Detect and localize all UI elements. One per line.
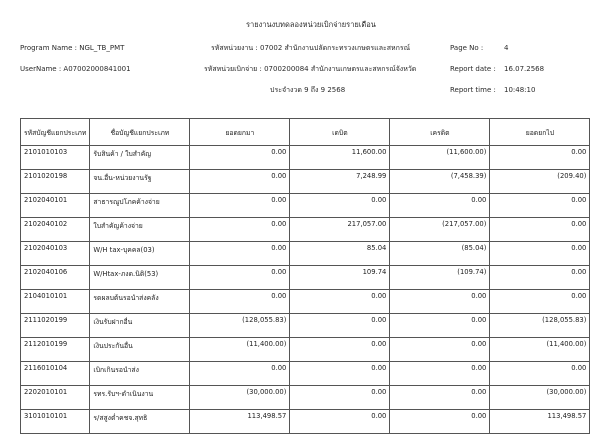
table-row [21,410,590,434]
account-code-cell: 2102040106 [21,266,83,290]
opening-balance-cell: (128,055.83) [190,314,290,338]
report-date-label: Report date : [450,65,496,73]
account-name-cell: รดผลบต้นรอนำส่งคลัง [90,290,190,314]
account-code-cell: 2116010104 [21,362,83,386]
closing-balance-cell: (128,055.83) [490,314,590,338]
account-name-cell: เบิกเกินรอนำส่ง [90,362,190,386]
credit-cell: (11,600.00) [390,146,490,170]
column-gap [83,194,90,218]
opening-balance-cell: 0.00 [190,362,290,386]
table-row [21,314,590,338]
credit-cell: 0.00 [390,386,490,410]
debit-cell: 0.00 [290,410,390,434]
opening-balance-cell: 113,498.57 [190,410,290,434]
account-code-cell: 2102040103 [21,242,83,266]
closing-balance-cell: 0.00 [490,290,590,314]
table-row [21,338,590,362]
opening-balance-cell: 0.00 [190,146,290,170]
column-gap [83,242,90,266]
disbursing-unit-line: รหัสหน่วยเบิกจ่าย : 0700200084 สำนักงานเกษตรและสหกรณ์จังหวัด [204,65,417,73]
debit-cell: 7,248.99 [290,170,390,194]
table-row [21,170,590,194]
debit-cell: 85.04 [290,242,390,266]
col-header-opening-balance: ยอดยกมา [190,119,290,146]
column-gap [83,386,90,410]
credit-cell: (109.74) [390,266,490,290]
debit-cell: 0.00 [290,314,390,338]
closing-balance-cell: 0.00 [490,218,590,242]
debit-cell: 0.00 [290,194,390,218]
col-header-account-code: รหัสบัญชีแยกประเภท [21,119,90,146]
account-code-cell: 2101020198 [21,170,83,194]
table-row [21,362,590,386]
credit-cell: 0.00 [390,194,490,218]
column-gap [83,410,90,434]
account-name-cell: ใบสำคัญค้างจ่าย [90,218,190,242]
report-time-value: 10:48:10 [504,86,536,94]
account-name-cell: เงินประกันอื่น [90,338,190,362]
account-code-cell: 2104010101 [21,290,83,314]
closing-balance-cell: 0.00 [490,242,590,266]
col-header-account-name: ชื่อบัญชีแยกประเภท [90,119,190,146]
closing-balance-cell: (11,400.00) [490,338,590,362]
column-gap [83,362,90,386]
credit-cell: 0.00 [390,290,490,314]
debit-cell: 109.74 [290,266,390,290]
account-code-cell: 2102040102 [21,218,83,242]
table-row [21,266,590,290]
debit-cell: 0.00 [290,338,390,362]
page-number-value: 4 [504,44,509,52]
table-row [21,194,590,218]
credit-cell: 0.00 [390,314,490,338]
col-header-credit: เครดิต [390,119,490,146]
account-code-cell: 2112010199 [21,338,83,362]
opening-balance-cell: (11,400.00) [190,338,290,362]
account-code-cell: 2101010103 [21,146,83,170]
table-row [21,146,590,170]
table-row [21,218,590,242]
account-code-cell: 2202010101 [21,386,83,410]
column-gap [83,170,90,194]
col-header-closing-balance: ยอดยกไป [490,119,590,146]
closing-balance-cell: (209.40) [490,170,590,194]
opening-balance-cell: 0.00 [190,242,290,266]
opening-balance-cell: 0.00 [190,170,290,194]
table-row [21,242,590,266]
credit-cell: (7,458.39) [390,170,490,194]
closing-balance-cell: 0.00 [490,194,590,218]
closing-balance-cell: 0.00 [490,266,590,290]
account-code-cell: 3101010101 [21,410,83,434]
opening-balance-cell: (30,000.00) [190,386,290,410]
period-line: ประจำงวด 9 ถึง 9 2568 [270,86,346,94]
trial-balance-table [20,118,590,434]
debit-cell: 0.00 [290,386,390,410]
account-code-cell: 2102040101 [21,194,83,218]
account-name-cell: จน.อื่น-หน่วยงานรัฐ [90,170,190,194]
report-title: รายงานงบทดลองหน่วยเบิกจ่ายรายเดือน [246,20,376,29]
account-name-cell: สาธารณูปโภคค้างจ่าย [90,194,190,218]
closing-balance-cell: 0.00 [490,362,590,386]
agency-code-line: รหัสหน่วยงาน : 07002 สำนักงานปลัดกระทรวงเกษตรและสหกรณ์ [211,44,411,52]
column-gap [83,290,90,314]
column-gap [83,338,90,362]
credit-cell: 0.00 [390,410,490,434]
username: UserName : A07002000841001 [20,65,131,73]
debit-cell: 0.00 [290,362,390,386]
account-name-cell: W/Htax-ภงด.นิติ(53) [90,266,190,290]
account-name-cell: เงินรับฝากอื่น [90,314,190,338]
column-gap [83,218,90,242]
account-name-cell: ร/สสูงต่ำคชจ.สุทธิ [90,410,190,434]
opening-balance-cell: 0.00 [190,266,290,290]
credit-cell: 0.00 [390,338,490,362]
closing-balance-cell: 0.00 [490,146,590,170]
column-gap [83,314,90,338]
column-gap [83,266,90,290]
column-gap [83,146,90,170]
credit-cell: (217,057.00) [390,218,490,242]
opening-balance-cell: 0.00 [190,194,290,218]
account-name-cell: รทร.รับฯ-ดำเนินงาน [90,386,190,410]
debit-cell: 0.00 [290,290,390,314]
col-header-debit: เดบิต [290,119,390,146]
credit-cell: 0.00 [390,362,490,386]
closing-balance-cell: (30,000.00) [490,386,590,410]
table-row [21,290,590,314]
table-header-row [21,119,590,146]
account-code-cell: 2111020199 [21,314,83,338]
program-name: Program Name : NGL_TB_PMT [20,44,125,52]
account-name-cell: รับสินค้า / ใบสำคัญ [90,146,190,170]
opening-balance-cell: 0.00 [190,218,290,242]
debit-cell: 11,600.00 [290,146,390,170]
credit-cell: (85.04) [390,242,490,266]
opening-balance-cell: 0.00 [190,290,290,314]
report-time-label: Report time : [450,86,496,94]
debit-cell: 217,057.00 [290,218,390,242]
page-number-label: Page No : [450,44,484,52]
table-row [21,386,590,410]
closing-balance-cell: 113,498.57 [490,410,590,434]
report-date-value: 16.07.2568 [504,65,545,73]
account-name-cell: W/H tax-บุคคล(03) [90,242,190,266]
